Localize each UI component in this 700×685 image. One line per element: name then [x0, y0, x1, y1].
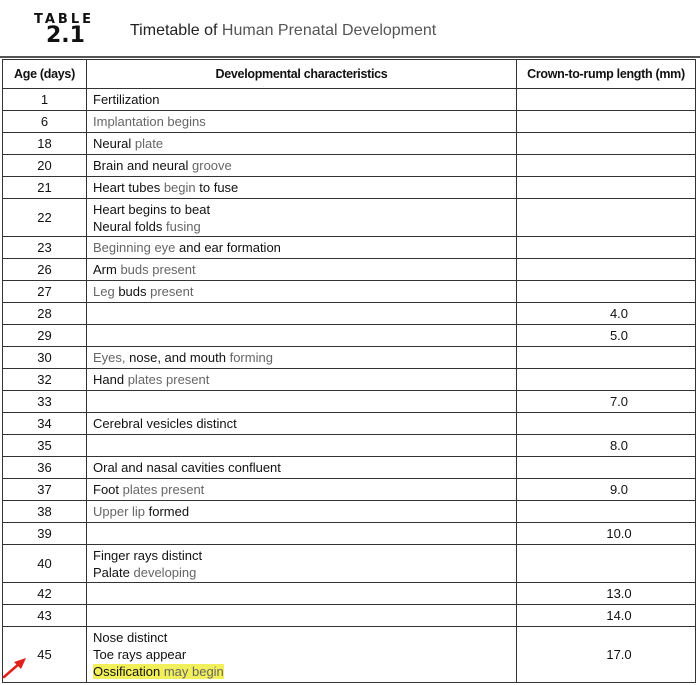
table-row [3, 111, 696, 133]
table-row [3, 605, 696, 627]
characteristic-line [93, 179, 512, 196]
table-row [3, 545, 696, 583]
characteristic-line [93, 113, 512, 130]
header-rule [0, 56, 700, 58]
characteristic-text: formed [148, 504, 190, 519]
characteristic-text: Nose distinct [93, 630, 168, 645]
characteristic-text: buds [118, 284, 151, 299]
length-cell [517, 133, 696, 155]
characteristics-cell [87, 177, 517, 199]
table-row [3, 435, 696, 457]
characteristic-text: and ear formation [179, 240, 281, 255]
table-title-rest: Human Prenatal Development [221, 22, 437, 39]
characteristic-text: Arm [93, 262, 121, 277]
characteristic-line [93, 459, 512, 476]
age-cell: 6 [3, 111, 87, 133]
characteristic-text: forming [229, 350, 273, 365]
age-cell: 33 [3, 391, 87, 413]
characteristic-text: Toe rays appear [93, 647, 187, 662]
characteristic-text: Implantation begins [93, 114, 206, 129]
characteristic-text: Fertilization [93, 92, 160, 107]
characteristic-text: Heart tubes [93, 180, 164, 195]
characteristic-line [93, 201, 512, 218]
characteristics-cell [87, 501, 517, 523]
table-row [3, 155, 696, 177]
table-word: TABLE [34, 12, 94, 27]
table-row [3, 523, 696, 545]
table-row [3, 627, 696, 683]
length-cell: 17.0 [517, 627, 696, 683]
characteristics-cell [87, 237, 517, 259]
column-header-length: Crown-to-rump length (mm) [517, 60, 696, 89]
length-cell [517, 155, 696, 177]
table-row [3, 369, 696, 391]
length-cell: 5.0 [517, 325, 696, 347]
characteristic-line [93, 503, 512, 520]
characteristics-cell [87, 281, 517, 303]
table-row [3, 479, 696, 501]
characteristic-line [93, 91, 512, 108]
length-cell [517, 369, 696, 391]
characteristic-text: Foot [93, 482, 123, 497]
characteristics-cell [87, 325, 517, 347]
characteristics-cell [87, 545, 517, 583]
table-row [3, 391, 696, 413]
development-table [2, 59, 696, 683]
age-cell: 23 [3, 237, 87, 259]
header-row [3, 60, 696, 89]
characteristics-cell [87, 111, 517, 133]
age-cell: 30 [3, 347, 87, 369]
characteristic-line [93, 283, 512, 300]
characteristic-text: Cerebral vesicles distinct [93, 416, 237, 431]
length-cell [517, 177, 696, 199]
table-header [0, 0, 700, 58]
age-cell: 20 [3, 155, 87, 177]
age-cell: 37 [3, 479, 87, 501]
age-cell: 27 [3, 281, 87, 303]
age-cell: 32 [3, 369, 87, 391]
length-cell [517, 199, 696, 237]
table-title-prefix: Timetable of [130, 22, 218, 39]
characteristic-text: Ossification [93, 664, 164, 679]
characteristics-cell [87, 523, 517, 545]
characteristic-text: groove [192, 158, 232, 173]
characteristic-line [93, 415, 512, 432]
characteristic-text: to fuse [199, 180, 239, 195]
length-cell: 4.0 [517, 303, 696, 325]
characteristic-text: present [150, 284, 194, 299]
length-cell: 10.0 [517, 523, 696, 545]
length-cell [517, 89, 696, 111]
characteristic-text: Neural [93, 136, 135, 151]
characteristic-text: Oral and nasal cavities confluent [93, 460, 281, 475]
characteristic-text: plates present [127, 372, 210, 387]
column-header-age: Age (days) [3, 60, 87, 89]
characteristics-cell [87, 479, 517, 501]
characteristic-text: may begin [163, 664, 224, 679]
characteristics-cell [87, 583, 517, 605]
characteristic-line [93, 157, 512, 174]
age-cell: 35 [3, 435, 87, 457]
characteristic-line [93, 564, 512, 581]
characteristic-line [93, 547, 512, 564]
age-cell: 42 [3, 583, 87, 605]
characteristic-line [93, 663, 512, 680]
characteristic-text: Leg [93, 284, 119, 299]
characteristic-text: nose, and mouth [129, 350, 230, 365]
characteristics-cell [87, 435, 517, 457]
characteristics-cell [87, 605, 517, 627]
table-row [3, 325, 696, 347]
age-cell: 21 [3, 177, 87, 199]
characteristic-text: plate [134, 136, 164, 151]
age-cell: 38 [3, 501, 87, 523]
age-cell: 26 [3, 259, 87, 281]
length-cell [517, 281, 696, 303]
length-cell [517, 111, 696, 133]
length-cell [517, 347, 696, 369]
characteristic-text: Palate [93, 564, 134, 580]
age-cell: 36 [3, 457, 87, 479]
characteristic-line [93, 261, 512, 278]
characteristic-text: Beginning eye [93, 240, 180, 255]
table-row [3, 133, 696, 155]
red-arrow-icon [2, 655, 28, 679]
characteristics-cell [87, 133, 517, 155]
age-cell: 34 [3, 413, 87, 435]
age-cell: 43 [3, 605, 87, 627]
table-row [3, 413, 696, 435]
column-header-characteristics: Developmental characteristics [87, 60, 517, 89]
characteristic-line [93, 349, 512, 366]
table-row [3, 501, 696, 523]
table-row [3, 281, 696, 303]
characteristic-text: developing [133, 564, 197, 580]
characteristic-line [93, 239, 512, 256]
age-cell: 18 [3, 133, 87, 155]
characteristic-line [93, 646, 512, 663]
age-cell: 1 [3, 89, 87, 111]
characteristics-cell [87, 369, 517, 391]
characteristic-line [93, 371, 512, 388]
length-cell: 9.0 [517, 479, 696, 501]
age-cell: 39 [3, 523, 87, 545]
characteristic-text: plates present [122, 482, 205, 497]
characteristics-cell [87, 347, 517, 369]
length-cell: 7.0 [517, 391, 696, 413]
characteristics-cell [87, 627, 517, 683]
table-title [130, 22, 436, 40]
length-cell: 14.0 [517, 605, 696, 627]
characteristics-cell [87, 391, 517, 413]
age-cell: 45 [3, 627, 87, 683]
characteristic-line [93, 629, 512, 646]
characteristics-cell [87, 199, 517, 237]
table-row [3, 259, 696, 281]
length-cell [517, 501, 696, 523]
table-row [3, 199, 696, 237]
characteristic-text: Neural folds [93, 218, 166, 234]
length-cell: 13.0 [517, 583, 696, 605]
length-cell [517, 259, 696, 281]
characteristics-cell [87, 259, 517, 281]
table-row [3, 177, 696, 199]
characteristic-text: Heart begins to beat [93, 201, 211, 217]
length-cell [517, 413, 696, 435]
length-cell: 8.0 [517, 435, 696, 457]
characteristic-line [93, 481, 512, 498]
characteristic-text: begin [163, 180, 200, 195]
age-cell: 22 [3, 199, 87, 237]
table-row [3, 89, 696, 111]
age-cell: 28 [3, 303, 87, 325]
age-cell: 40 [3, 545, 87, 583]
characteristic-text: Finger rays distinct [93, 547, 203, 563]
table-row [3, 347, 696, 369]
characteristics-cell [87, 303, 517, 325]
characteristics-cell [87, 155, 517, 177]
length-cell [517, 545, 696, 583]
table-row [3, 303, 696, 325]
table-number: 2.1 [46, 23, 85, 48]
length-cell [517, 237, 696, 259]
table-body [3, 89, 696, 683]
characteristic-text: Hand [93, 372, 128, 387]
characteristic-text: buds present [120, 262, 196, 277]
length-cell [517, 457, 696, 479]
table-row [3, 583, 696, 605]
characteristics-cell [87, 89, 517, 111]
characteristic-text: Eyes, [93, 350, 130, 365]
characteristic-line [93, 218, 512, 235]
table-row [3, 457, 696, 479]
characteristics-cell [87, 457, 517, 479]
characteristic-text: Upper lip [93, 504, 149, 519]
table-row [3, 237, 696, 259]
characteristic-text: Brain and neural [93, 158, 193, 173]
age-cell: 29 [3, 325, 87, 347]
characteristic-text: fusing [165, 218, 201, 234]
characteristic-line [93, 135, 512, 152]
characteristics-cell [87, 413, 517, 435]
